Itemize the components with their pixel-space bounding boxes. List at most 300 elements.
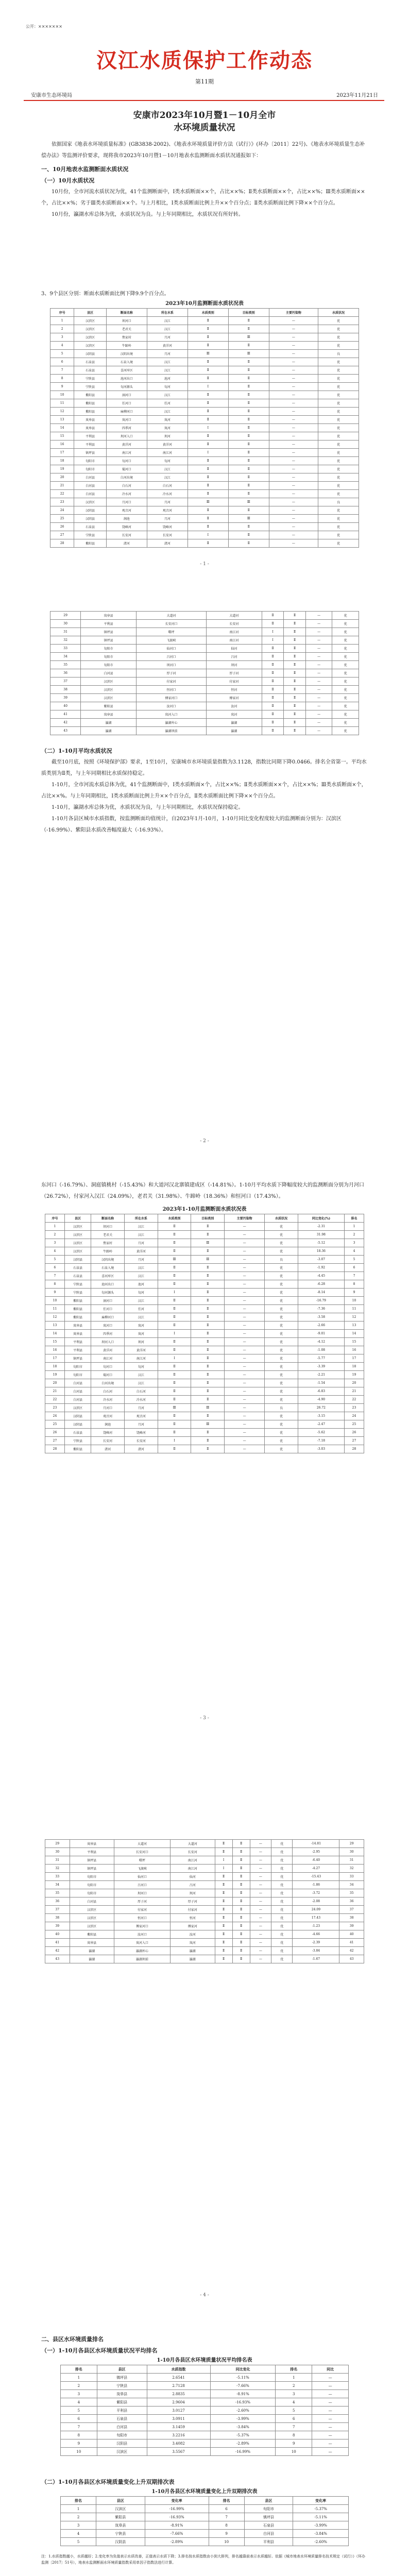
table-cell: Ⅱ: [215, 1955, 232, 1963]
table-cell: 旬阳市: [81, 661, 137, 669]
table-cell: —: [305, 669, 332, 677]
table-cell: -5.11%: [293, 2513, 349, 2521]
table-cell: 优: [318, 424, 359, 432]
table-cell: 优: [318, 333, 359, 342]
table-row: [45, 1346, 364, 1354]
table-cell: 大道河: [114, 1840, 170, 1848]
table-header-cell: 所在水系: [124, 1214, 158, 1223]
table-cell: 岚河: [124, 1321, 158, 1330]
table-cell: 优: [265, 1420, 298, 1429]
table-cell: Ⅱ: [232, 1873, 250, 1881]
table-header-cell: 序号: [45, 1214, 65, 1223]
table-cell: —: [225, 1239, 265, 1247]
paragraph-1: 10月份，全市河流水质状况为优，41个监测断面中，Ⅰ类水质断面××个，占比××%；Ⅱ类水质断面××个，占比××%；Ⅲ类水质断面××个，占比××%；劣于Ⅲ类水质断面××个。与上月相比，Ⅰ类水质断面比例上升××个百分点；Ⅱ类水质断面比例下降××个百分点。: [41, 189, 365, 206]
table-cell: -5.77: [298, 1354, 344, 1363]
table-cell: 汝河: [171, 1930, 215, 1939]
table-cell: 2: [50, 325, 74, 333]
table-cell: 汉滨区: [64, 1231, 91, 1239]
table-cell: 渚河: [147, 539, 188, 548]
table-cell: 长安河: [124, 1437, 158, 1445]
table-cell: -5.11%: [210, 2374, 276, 2382]
table-cell: —: [305, 636, 332, 645]
table-cell: Ⅱ: [262, 694, 284, 702]
table-cell: 紫阳县: [70, 1930, 114, 1939]
table-cell: -16.93%: [210, 2398, 276, 2406]
table-cell: —: [269, 375, 318, 383]
table-cell: Ⅱ: [228, 482, 269, 490]
table-cell: 月河: [147, 350, 188, 358]
table-cell: 汉滨区: [70, 1906, 114, 1914]
page-number: - 4 -: [200, 2293, 209, 2298]
table-cell: -7.36: [298, 1305, 344, 1313]
table-cell: 优: [332, 653, 359, 661]
table-row: [50, 465, 359, 473]
table-row: [61, 2374, 349, 2382]
table-cell: 坝河口: [91, 1223, 125, 1231]
table-cell: —: [305, 645, 332, 653]
table-header-cell: 断面名称: [106, 309, 147, 317]
table-cell: 渚河: [91, 1445, 125, 1453]
table-cell: 26: [50, 523, 74, 531]
table-cell: 优: [265, 1379, 298, 1387]
table-cell: 23: [344, 1404, 364, 1412]
paragraph-6: 1-10月，全市河流水质总体为优，41个监测断面中，Ⅰ类水质断面×个，占比××%；Ⅱ类水质断面××个，占比××%；Ⅲ类水质断面×个，占比××%。与上年同期相比，Ⅰ类水质断面比例上升××个百分点，Ⅱ类水质断面比例下降××个百分点。: [41, 782, 367, 799]
table-cell: 1: [50, 317, 74, 325]
table-cell: 37: [45, 1906, 70, 1914]
table-row: [45, 1363, 364, 1371]
table-cell: 1: [61, 2505, 96, 2513]
table-cell: —: [250, 1889, 271, 1897]
table-row: [45, 1930, 364, 1939]
table-cell: Ⅱ: [284, 653, 306, 661]
table-cell: 9: [61, 2439, 97, 2448]
table-cell: —: [225, 1264, 265, 1272]
table-cell: 10: [276, 2448, 312, 2456]
issue-date: 2023年11月21日: [336, 93, 378, 98]
table-cell: 坝河口: [106, 317, 147, 325]
table-cell: —: [225, 1330, 265, 1338]
table-cell: -5.37%: [293, 2505, 349, 2513]
table-cell: 25: [50, 515, 74, 523]
table-row: [45, 1437, 364, 1445]
table-row: [45, 1873, 364, 1881]
table-cell: Ⅱ: [158, 1429, 191, 1437]
table-cell: -4.66: [293, 1930, 339, 1939]
table-cell: 紫阳县: [81, 702, 137, 710]
table-cell: 瀛湖: [70, 1955, 114, 1963]
table-cell: 5: [276, 2406, 312, 2415]
table-cell: 长安河口: [137, 620, 207, 628]
table-row: [45, 1231, 364, 1239]
table-cell: 41: [50, 710, 81, 719]
table-header-row: [61, 2497, 349, 2505]
table-cell: Ⅲ: [191, 1404, 225, 1412]
table-cell: 34: [339, 1881, 364, 1889]
table-cell: —: [269, 383, 318, 391]
table-cell: Ⅱ: [158, 1396, 191, 1404]
table-cell: Ⅱ: [232, 1848, 250, 1856]
table-cell: Ⅲ: [228, 498, 269, 506]
table-cell: Ⅱ: [188, 416, 228, 424]
table-cell: 40: [339, 1930, 364, 1939]
table-cell: 18: [45, 1363, 65, 1371]
page-2: [0, 582, 409, 1159]
table-cell: Ⅰ: [262, 628, 284, 636]
table-cell: 瀛湖: [171, 1947, 215, 1955]
table-row: [45, 1840, 364, 1848]
table-cell: 24: [344, 1412, 364, 1420]
table-cell: 27: [45, 1437, 65, 1445]
table-cell: —: [225, 1420, 265, 1429]
table-cell: Ⅱ: [191, 1280, 225, 1289]
table-cell: 7: [61, 2423, 97, 2431]
table-cell: 20: [344, 1379, 364, 1387]
article-title: [0, 109, 409, 134]
table-cell: Ⅱ: [228, 408, 269, 416]
table-cell: 优: [271, 1889, 293, 1897]
table-cell: —: [225, 1371, 265, 1379]
table-cell: 仙河口: [114, 1873, 170, 1881]
table-cell: Ⅱ: [284, 628, 306, 636]
table-cell: -2.60%: [293, 2538, 349, 2546]
table-cell: 旬河口: [106, 457, 147, 465]
table-cell: Ⅱ: [215, 1906, 232, 1914]
table-cell: Ⅱ: [191, 1371, 225, 1379]
table-cell: —: [225, 1280, 265, 1289]
table-cell: 汉滨区: [81, 677, 137, 686]
table-cell: 月河口: [106, 498, 147, 506]
table-cell: Ⅱ: [232, 1955, 250, 1963]
table-cell: —: [312, 2431, 349, 2439]
table-cell: —: [250, 1881, 271, 1889]
table-cell: 6: [50, 358, 74, 366]
table-cell: 4: [61, 2530, 96, 2538]
table-cell: 优: [265, 1264, 298, 1272]
table-cell: 岚河: [206, 710, 262, 719]
table-row: [45, 1280, 364, 1289]
table-cell: —: [269, 391, 318, 399]
table-cell: 2: [45, 1231, 65, 1239]
table-cell: Ⅱ: [284, 620, 306, 628]
table-cell: Ⅲ: [158, 1404, 191, 1412]
table-cell: 瀛湖库心: [114, 1947, 170, 1955]
table-cell: 汉阴县: [64, 1256, 91, 1264]
table-cell: —: [312, 2439, 349, 2448]
table-cell: -2.39: [293, 1939, 339, 1947]
table-cell: Ⅱ: [228, 317, 269, 325]
table-cell: 观音河: [106, 506, 147, 515]
table-cell: 石泉县: [244, 2521, 293, 2530]
table-cell: 白河县: [74, 473, 107, 482]
table-cell: —: [305, 702, 332, 710]
table-cell: 黄洋河: [106, 440, 147, 449]
table-cell: 汝河口: [114, 1930, 170, 1939]
table-row: [45, 1354, 364, 1363]
table-row: [50, 677, 359, 686]
table-cell: -14.81: [293, 1840, 339, 1848]
table-header-cell: 县区: [74, 309, 107, 317]
table-cell: 优: [265, 1330, 298, 1338]
table-cell: -2.89%: [145, 2538, 209, 2546]
table-cell: —: [269, 325, 318, 333]
table-cell: 19: [344, 1371, 364, 1379]
table-cell: —: [250, 1930, 271, 1939]
table-cell: Ⅱ: [228, 391, 269, 399]
section-2-heading: 二、县区水环境质量排名: [41, 2336, 104, 2343]
table-cell: 32: [339, 1865, 364, 1873]
table-cell: Ⅱ: [215, 1947, 232, 1955]
table-cell: 岚皋县: [81, 710, 137, 719]
table-cell: 11: [50, 399, 74, 408]
table-cell: Ⅱ: [232, 1881, 250, 1889]
issue-number: 第11期: [195, 78, 214, 85]
table-row: [50, 710, 359, 719]
table-cell: 优: [265, 1429, 298, 1437]
table-cell: 15: [45, 1338, 65, 1346]
table-cell: 3: [61, 2390, 97, 2398]
table-cell: 旬河源头: [106, 383, 147, 391]
table-cell: 6: [276, 2415, 312, 2423]
table-cell: Ⅱ: [158, 1321, 191, 1330]
table-cell: 厚子河: [137, 669, 207, 677]
table-cell: Ⅲ: [188, 498, 228, 506]
table-cell: 优: [265, 1396, 298, 1404]
table-cell: Ⅱ: [158, 1313, 191, 1321]
table-cell: 优: [318, 432, 359, 440]
table-cell: 29: [50, 612, 81, 620]
table-cell: 旬阳市: [70, 1889, 114, 1897]
table-cell: —: [225, 1231, 265, 1239]
table-cell: 月河: [124, 1404, 158, 1412]
table-cell: 优: [332, 620, 359, 628]
table-cell: 汉江: [124, 1297, 158, 1305]
table-cell: 白石河: [124, 1387, 158, 1396]
table-cell: 饶峰河: [106, 523, 147, 531]
table-cell: 汉滨区: [70, 1922, 114, 1930]
table-cell: —: [269, 457, 318, 465]
table-cell: Ⅱ: [232, 1865, 250, 1873]
table-cell: 汉江: [124, 1264, 158, 1272]
table-cell: 白石河: [91, 1387, 125, 1396]
table-cell: 3: [45, 1239, 65, 1247]
table-cell: —: [269, 482, 318, 490]
table-row: [61, 2513, 349, 2521]
table-cell: Ⅱ: [188, 325, 228, 333]
table-row: [50, 669, 359, 677]
table-cell: 22: [344, 1396, 364, 1404]
table-cell: Ⅱ: [228, 432, 269, 440]
table-header-cell: 县区: [64, 1214, 91, 1223]
table-header-cell: 水质状况: [265, 1214, 298, 1223]
table-cell: -5.12: [298, 1239, 344, 1247]
table-cell: -2.08: [293, 1897, 339, 1906]
table-row: [50, 432, 359, 440]
table-cell: 汝河: [206, 702, 262, 710]
table-cell: 42: [50, 719, 81, 727]
paragraph-3: 3、9个县区分别：断面水质断面比例下降9.9个百分点。: [41, 291, 169, 297]
table-cell: 36: [339, 1897, 364, 1906]
table-cell: 紫阳县: [97, 2398, 147, 2406]
table-row: [50, 523, 359, 531]
table-cell: 岚河口: [106, 416, 147, 424]
table-row: [50, 424, 359, 432]
table-row: [45, 1445, 364, 1453]
table-cell: 6: [61, 2415, 97, 2423]
table-cell: 岚河: [147, 424, 188, 432]
table-cell: -2.95: [293, 1848, 339, 1856]
table-cell: 任河口: [106, 399, 147, 408]
table-cell: Ⅱ: [158, 1346, 191, 1354]
table-cell: 镇坪县: [81, 628, 137, 636]
table-cell: Ⅱ: [284, 669, 306, 677]
paragraph-7: 1-10月，瀛湖水库总体为优，水质状况为良，与上年同期相比，水质状况保持稳定。: [52, 805, 244, 810]
table-cell: Ⅱ: [262, 612, 284, 620]
table-cell: Ⅱ: [284, 710, 306, 719]
table-cell: Ⅱ: [215, 1848, 232, 1856]
table-cell: -3.15: [298, 1412, 344, 1420]
table-cell: Ⅱ: [191, 1387, 225, 1396]
table-cell: 旬河: [124, 1289, 158, 1297]
table-header-cell: 变化率: [145, 2497, 209, 2505]
table-cell: 镇坪县: [244, 2513, 293, 2521]
table-cell: 观音河: [147, 506, 188, 515]
article-title-line-2: 水环境质量状况: [174, 123, 235, 133]
table-row: [50, 391, 359, 399]
table-cell: 11: [45, 1305, 65, 1313]
table-cell: 恒河: [171, 1914, 215, 1922]
table-cell: 汉滨区: [70, 1914, 114, 1922]
table-cell: 石泉县: [74, 366, 107, 375]
table-cell: 22: [50, 490, 74, 498]
table-cell: 紫阳县: [64, 1297, 91, 1305]
table-cell: 优: [318, 482, 359, 490]
table-row: [61, 2439, 349, 2448]
table-row: [45, 1865, 364, 1873]
table-cell: Ⅱ: [228, 457, 269, 465]
table-cell: Ⅲ: [191, 1256, 225, 1264]
red-rule: [24, 100, 384, 101]
table-cell: -1.54: [298, 1379, 344, 1387]
table-cell: Ⅱ: [188, 457, 228, 465]
table-cell: 4: [276, 2398, 312, 2406]
table-cell: 镇坪县: [74, 449, 107, 457]
table-cell: -1.23: [293, 1922, 339, 1930]
table-cell: —: [312, 2423, 349, 2431]
table-cell: —: [305, 612, 332, 620]
table-cell: 27: [344, 1437, 364, 1445]
table-cell: 优: [271, 1939, 293, 1947]
table-cell: 21: [45, 1387, 65, 1396]
table-cell: 傅家河: [171, 1922, 215, 1930]
table-cell: 优: [265, 1305, 298, 1313]
table-cell: 飞渡峡: [137, 636, 207, 645]
table-cell: 汉滨区: [96, 2505, 145, 2513]
table-cell: 黄洋河: [124, 1346, 158, 1354]
table-cell: 汉阴县: [97, 2439, 147, 2448]
table-6: [60, 2496, 349, 2546]
table-cell: Ⅱ: [228, 531, 269, 539]
table-row: [50, 457, 359, 465]
table-cell: 汉江: [124, 1379, 158, 1387]
table-cell: —: [225, 1445, 265, 1453]
table-cell: 宁陕县: [97, 2382, 147, 2390]
table-row: [50, 350, 359, 358]
table-cell: Ⅱ: [158, 1363, 191, 1371]
table-cell: —: [225, 1354, 265, 1363]
table-cell: 8: [344, 1280, 364, 1289]
table-cell: 优: [265, 1223, 298, 1231]
table-cell: 7: [344, 1272, 364, 1280]
table-cell: 7: [50, 366, 74, 375]
table-cell: 汉江: [147, 473, 188, 482]
table-cell: —: [305, 677, 332, 686]
table-cell: 8: [50, 375, 74, 383]
table-cell: 石泉县: [74, 523, 107, 531]
table-cell: 9: [209, 2530, 244, 2538]
table-cell: Ⅱ: [158, 1371, 191, 1379]
table-cell: —: [225, 1338, 265, 1346]
table-cell: 坝河入口: [91, 1338, 125, 1346]
table-cell: 汉江: [147, 325, 188, 333]
table-cell: 4: [61, 2398, 97, 2406]
table-cell: 1: [61, 2374, 97, 2382]
table-row: [50, 449, 359, 457]
table-cell: 瀛湖: [206, 727, 262, 735]
table-cell: 优: [318, 531, 359, 539]
table-cell: Ⅱ: [188, 358, 228, 366]
table-cell: 31.98: [298, 1231, 344, 1239]
table-cell: 黄洋河: [124, 1247, 158, 1256]
table-cell: Ⅱ: [188, 515, 228, 523]
table-cell: 24: [50, 506, 74, 515]
table-cell: 29: [339, 1840, 364, 1848]
table-cell: 16: [50, 440, 74, 449]
table-cell: Ⅱ: [191, 1412, 225, 1420]
table-cell: 5: [344, 1256, 364, 1264]
table-cell: Ⅱ: [262, 669, 284, 677]
table-cell: 28: [50, 539, 74, 548]
table-3: [45, 1214, 364, 1453]
table-cell: Ⅲ: [228, 350, 269, 358]
table-cell: Ⅱ: [215, 1881, 232, 1889]
table-cell: 21: [50, 482, 74, 490]
table-cell: 焦家村: [106, 333, 147, 342]
table-cell: 7: [209, 2513, 244, 2521]
table-cell: -3.03: [298, 1445, 344, 1453]
table-cell: 汉滨区: [64, 1239, 91, 1247]
table-cell: 优: [265, 1346, 298, 1354]
table-cell: -7.66%: [210, 2382, 276, 2390]
table-cell: Ⅱ: [188, 408, 228, 416]
table-cell: 优: [318, 391, 359, 399]
table-header-cell: 水质类别: [188, 309, 228, 317]
table-cell: -4.12: [298, 1338, 344, 1346]
table-cell: 洞河口: [91, 1297, 125, 1305]
table-cell: Ⅱ: [232, 1897, 250, 1906]
table-row: [45, 1889, 364, 1897]
table-cell: 观音河: [91, 1412, 125, 1420]
table-cell: -8.91%: [145, 2521, 209, 2530]
table-cell: 恒河口: [137, 686, 207, 694]
table-row: [61, 2406, 349, 2415]
table-header-cell: 排名: [276, 2365, 312, 2374]
table-cell: —: [250, 1922, 271, 1930]
table-cell: 镇坪县: [97, 2374, 147, 2382]
paragraph-2: 10月份，瀛湖水库总体为优，水质状况为良。与上年同期相比，水质状况有所好转。: [52, 212, 244, 217]
table-cell: 宁陕县: [64, 1280, 91, 1289]
table-cell: 南江河: [124, 1354, 158, 1363]
table-cell: -3.72: [293, 1889, 339, 1897]
